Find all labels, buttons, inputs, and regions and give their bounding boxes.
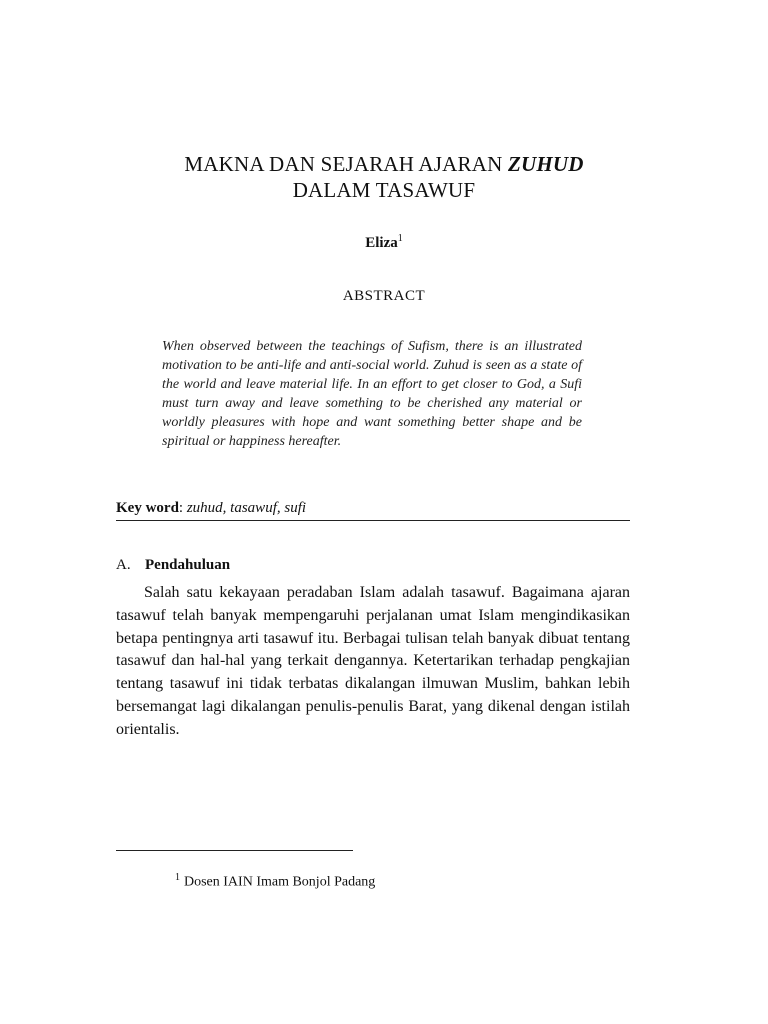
footnote [175,872,375,891]
abstract-heading: ABSTRACT [342,288,426,304]
title-line-2: DALAM TASAWUF [292,178,476,202]
keywords-separator: : [178,500,184,516]
footnote-rule [116,850,353,851]
title-prefix: MAKNA DAN SEJARAH AJARAN [184,152,508,176]
section-title: Pendahuluan [145,557,231,573]
section-heading [116,557,230,574]
section-number: A. [116,557,131,573]
title-line-1 [0,151,768,177]
keywords-label: Key word [116,500,179,516]
abstract-text: When observed between the teachings of Sufism, there is an illustrated motivation to be anti-life and anti-social world. Zuhud is seen as a state of the world and leave material life. In an effort to get closer to God, a Sufi must turn away and leave something to be cherished any material or worldly pleasures with hope and want something better shape and be spiritual or happiness hereafter. [162,339,582,449]
title-italic-term: ZUHUD [507,152,584,176]
keywords-values: zuhud, tasawuf, sufi [186,500,307,516]
keywords-line [116,500,630,521]
author-footnote-mark: 1 [397,233,403,244]
paper-title [0,151,768,203]
footnote-mark: 1 [175,872,180,883]
author-name: Eliza [365,235,398,251]
author-line [0,233,768,252]
body-paragraph: Salah satu kekayaan peradaban Islam adalah tasawuf. Bagaimana ajaran tasawuf telah banyak mempengaruhi perjalanan umat Islam mengindikasikan betapa pentingnya arti tasawuf itu. Berbagai tulisan telah banyak dibuat tentang tasawuf dan hal-hal yang terkait dengannya. Ketertarikan terhadap pengkajian tentang tasawuf ini tidak terbatas dikalangan ilmuwan Muslim, bahkan lebih bersemangat lagi dikalangan penulis-penulis Barat, yang dikenal dengan istilah orientalis. [116,584,630,738]
footnote-text: Dosen IAIN Imam Bonjol Padang [184,874,376,890]
